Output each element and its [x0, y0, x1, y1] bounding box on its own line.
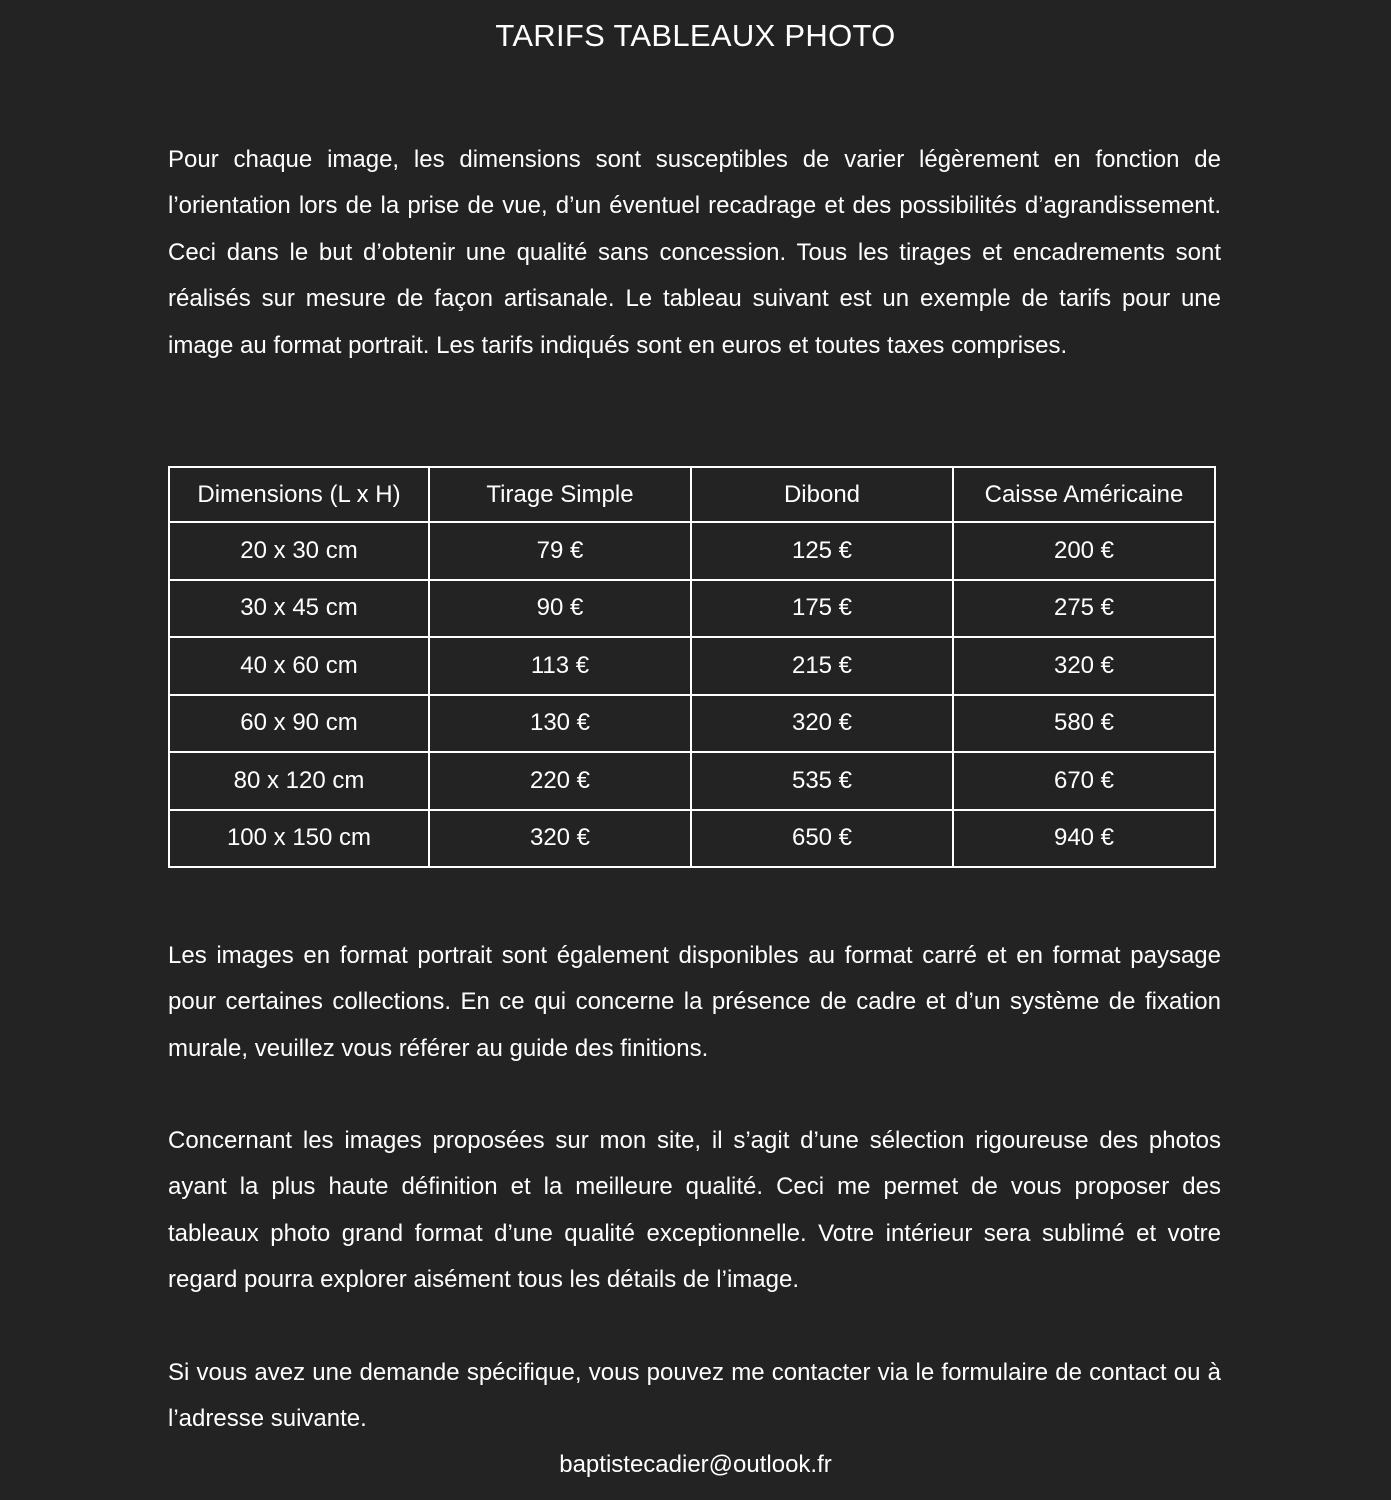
cell-tirage-simple: 220 € — [429, 752, 691, 810]
cell-dibond: 215 € — [691, 637, 953, 695]
cell-caisse-americaine: 320 € — [953, 637, 1215, 695]
cell-dimensions: 100 x 150 cm — [169, 810, 429, 868]
cell-caisse-americaine: 580 € — [953, 695, 1215, 753]
contact-email: baptistecadier@outlook.fr — [559, 1451, 832, 1478]
cell-tirage-simple: 130 € — [429, 695, 691, 753]
cell-tirage-simple: 320 € — [429, 810, 691, 868]
table-row — [169, 695, 1215, 753]
quality-paragraph: Concernant les images proposées sur mon site, il s’agit d’une sélection rigoureuse des photos ayant la plus haute définition et la meilleure qualité. Ceci me permet de vous proposer des tableaux photo grand format d’une qualité exceptionnelle. Votre intérieur sera sublimé et votre regard pourra explorer aisément tous les détails de l’image. — [168, 1127, 1221, 1294]
intro-paragraph: Pour chaque image, les dimensions sont susceptibles de varier légèrement en fonction de l’orientation lors de la prise de vue, d’un éventuel recadrage et des possibilités d’agrandissement. Ceci dans le but d’obtenir une qualité sans concession. Tous les tirages et encadrements sont réalisés sur mesure de façon artisanale. Le tableau suivant est un exemple de tarifs pour une image au format portrait. Les tarifs indiqués sont en euros et toutes taxes comprises. — [168, 146, 1221, 359]
table-header-row — [169, 467, 1215, 522]
cell-dibond: 535 € — [691, 752, 953, 810]
cell-tirage-simple: 90 € — [429, 580, 691, 638]
cell-caisse-americaine: 940 € — [953, 810, 1215, 868]
cell-tirage-simple: 79 € — [429, 522, 691, 580]
cell-dibond: 125 € — [691, 522, 953, 580]
cell-dibond: 320 € — [691, 695, 953, 753]
table-row — [169, 522, 1215, 580]
cell-dimensions: 80 x 120 cm — [169, 752, 429, 810]
cell-tirage-simple: 113 € — [429, 637, 691, 695]
cell-caisse-americaine: 670 € — [953, 752, 1215, 810]
formats-paragraph: Les images en format portrait sont également disponibles au format carré et en format paysage pour certaines collections. En ce qui concerne la présence de cadre et d’un système de fixation murale, veuillez vous référer au guide des finitions. — [168, 942, 1221, 1062]
cell-dimensions: 60 x 90 cm — [169, 695, 429, 753]
page-title: TARIFS TABLEAUX PHOTO — [495, 18, 896, 53]
cell-dimensions: 40 x 60 cm — [169, 637, 429, 695]
header-dimensions: Dimensions (L x H) — [169, 467, 429, 522]
cell-caisse-americaine: 275 € — [953, 580, 1215, 638]
header-tirage-simple: Tirage Simple — [429, 467, 691, 522]
table-row — [169, 752, 1215, 810]
contact-paragraph: Si vous avez une demande spécifique, vous pouvez me contacter via le formulaire de contact ou à l’adresse suivante. — [168, 1359, 1221, 1433]
cell-dimensions: 30 x 45 cm — [169, 580, 429, 638]
table-row — [169, 637, 1215, 695]
cell-caisse-americaine: 200 € — [953, 522, 1215, 580]
cell-dimensions: 20 x 30 cm — [169, 522, 429, 580]
header-caisse-americaine: Caisse Américaine — [953, 467, 1215, 522]
header-dibond: Dibond — [691, 467, 953, 522]
table-row — [169, 810, 1215, 868]
cell-dibond: 175 € — [691, 580, 953, 638]
price-table — [168, 466, 1216, 868]
table-row — [169, 580, 1215, 638]
cell-dibond: 650 € — [691, 810, 953, 868]
